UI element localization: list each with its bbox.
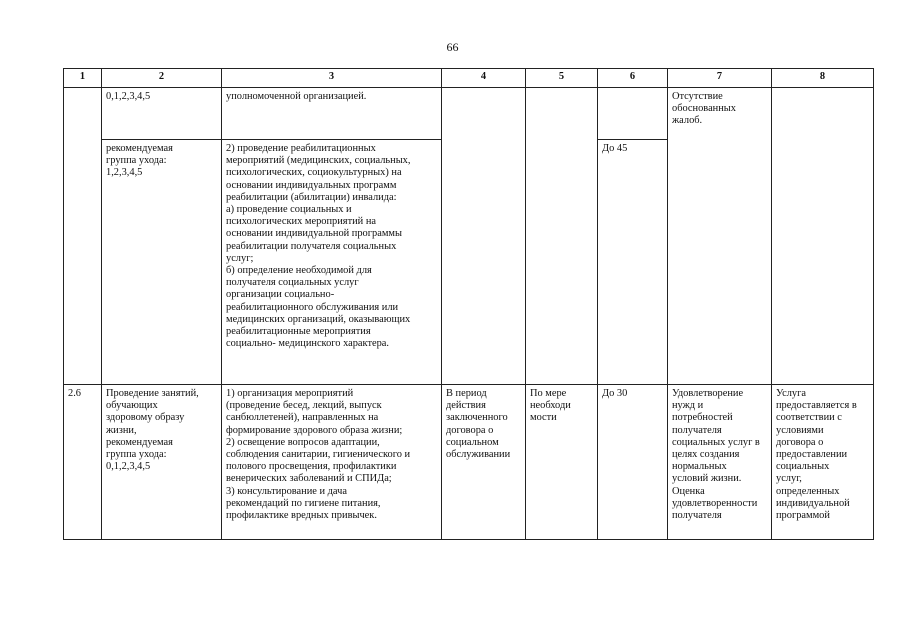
row3-conditions-cell: Услуга предоставляется в соответствии с условиями договора о предоставлении социальных услуг, определенных индивидуальной программой: [772, 385, 874, 540]
header-cell-8: 8: [772, 69, 874, 88]
header-cell-6: 6: [598, 69, 668, 88]
services-table: [63, 68, 874, 540]
header-cell-7: 7: [668, 69, 772, 88]
row3-number-cell: 2.6: [64, 385, 102, 540]
row3-frequency-cell: По мере необходи мости: [526, 385, 598, 540]
row3-quality-cell: Удовлетворение нужд и потребностей получателя социальных услуг в целях создания нормальных условий жизни. Оценка удовлетворенности получателя: [668, 385, 772, 540]
header-cell-2: 2: [102, 69, 222, 88]
row1-care-group-cell: 0,1,2,3,4,5: [102, 88, 222, 140]
table-row: [64, 385, 874, 540]
table-header-row: [64, 69, 874, 88]
row1-conditions-cell: [772, 88, 874, 385]
row3-duration-cell: До 30: [598, 385, 668, 540]
header-cell-1: 1: [64, 69, 102, 88]
row3-service-name-cell: Проведение занятий, обучающих здоровому образу жизни, рекомендуемая группа ухода: 0,1,2,3,4,5: [102, 385, 222, 540]
row1-period-cell: [442, 88, 526, 385]
row1-duration-cell: [598, 88, 668, 140]
row1-col1-cell: [64, 88, 102, 385]
header-cell-3: 3: [222, 69, 442, 88]
row1-description-cell: уполномоченной организацией.: [222, 88, 442, 140]
table-row: [64, 88, 874, 140]
header-cell-5: 5: [526, 69, 598, 88]
row1-quality-cell: Отсутствие обоснованных жалоб.: [668, 88, 772, 385]
row3-description-cell: 1) организация мероприятий (проведение бесед, лекций, выпуск санбюллетеней), направленных на формирование здорового образа жизни; 2) освещение вопросов адаптации, соблюдения санитарии, гигиенического и полового просвещения, профилактики венерических заболеваний и СПИДа; 3) консультирование и дача рекомендаций по гигиене питания, профилактике вредных привычек.: [222, 385, 442, 540]
row2-description-cell: 2) проведение реабилитационных мероприятий (медицинских, социальных, психологических, социокультурных) на основании индивидуальных программ реабилитации (абилитации) инвалида: а) проведение социальных и психологических мероприятий на основании индивидуальной программы реабилитации получателя социальных услуг; б) определение необходимой для получателя социальных услуг организации социально- реабилитационного обслуживания или медицинских организаций, оказывающих реабилитационные мероприятия социально- медицинского характера.: [222, 140, 442, 385]
row1-frequency-cell: [526, 88, 598, 385]
row2-duration-cell: До 45: [598, 140, 668, 385]
row2-care-group-cell: рекомендуемая группа ухода: 1,2,3,4,5: [102, 140, 222, 385]
page-number: 66: [446, 40, 459, 54]
row3-period-cell: В период действия заключенного договора о социальном обслуживании: [442, 385, 526, 540]
header-cell-4: 4: [442, 69, 526, 88]
